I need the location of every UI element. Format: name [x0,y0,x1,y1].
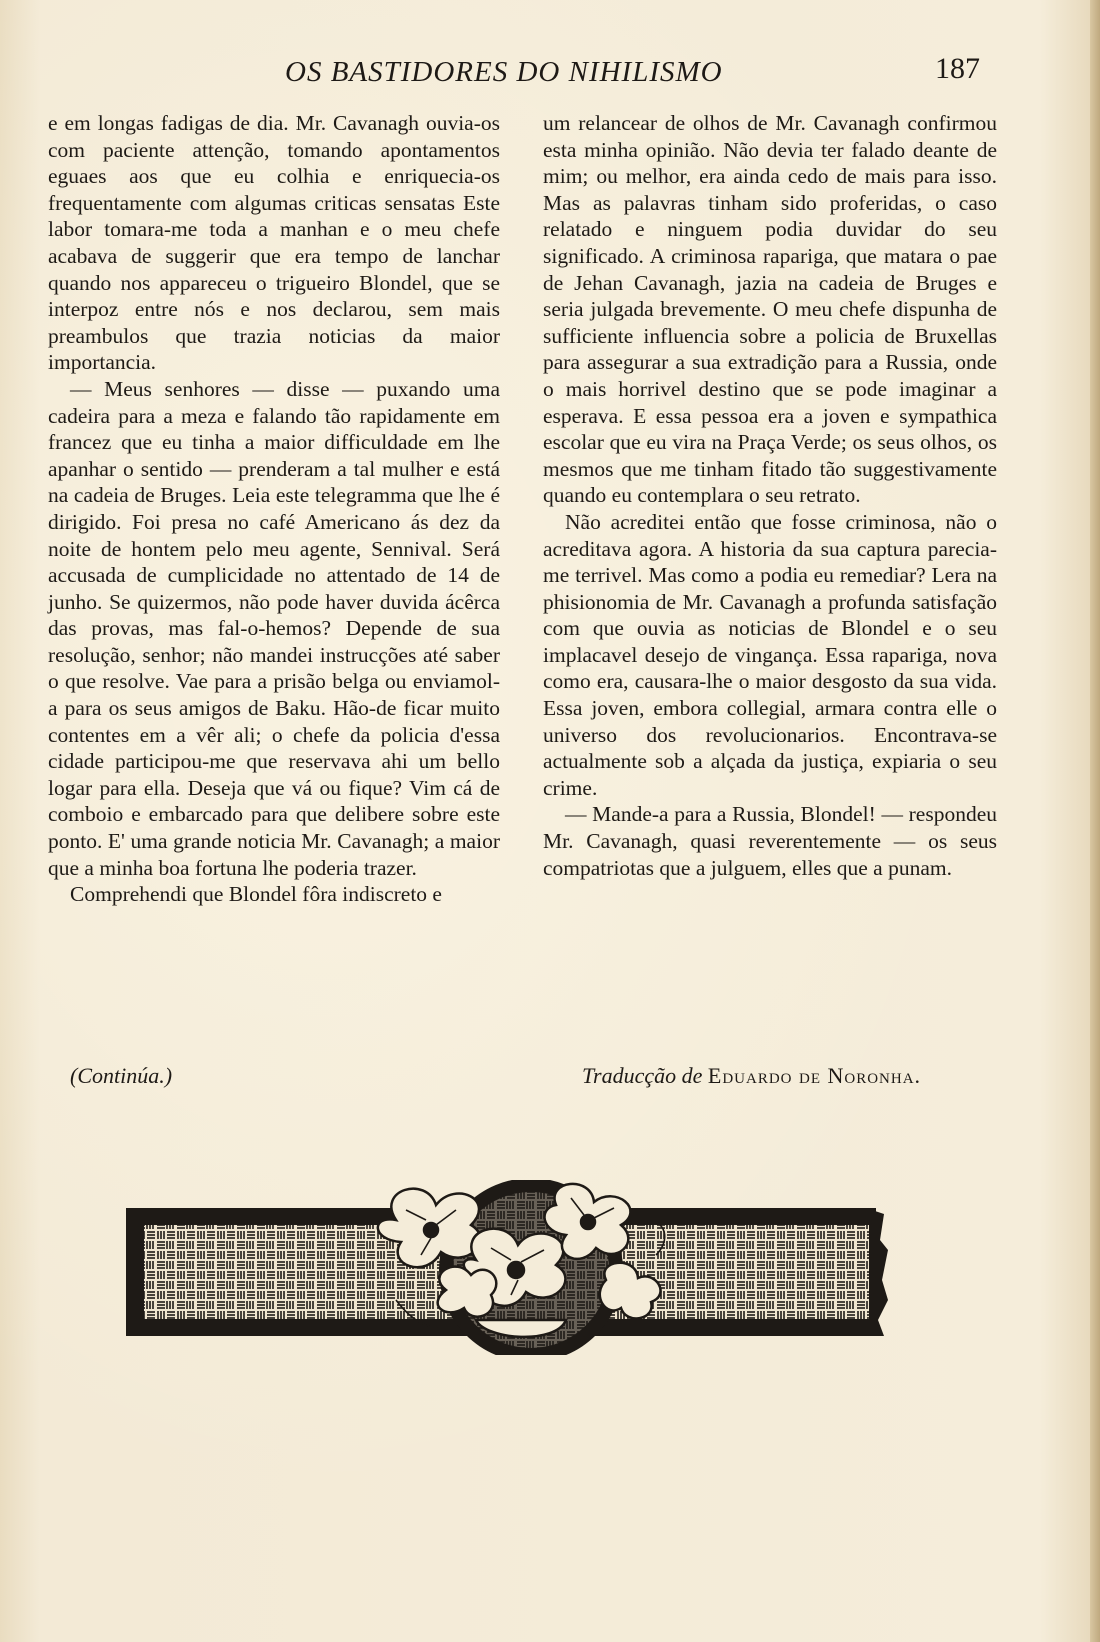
translation-credit [582,1063,921,1089]
running-head [0,52,1100,92]
left-paragraph-1: e em longas fadigas de dia. Mr. Cavanagh ouvia-os com paciente attenção, tomando apontamentos eguaes aos que eu colhia e enriquecia-os frequentamente com algumas criticas sensatas Este labor tomara-me toda a manhan e o meu chefe acabava de suggerir que era tempo de lanchar quando nos appareceu o trigueiro Blondel, que se interpoz entre nós e nos declarou, sem mais preambulos que trazia noticias da maior importancia. [48,111,500,375]
running-title: OS BASTIDORES DO NIHILISMO [285,56,723,88]
right-paragraph-1: um relancear de olhos de Mr. Cavanagh confirmou esta minha opinião. Não devia ter falado deante de mim; ou melhor, era ainda cedo de mais para isso. Mas as palavras tinham sido proferidas, o caso relatado e ninguem podia duvidar do seu significado. A criminosa rapariga, que matara o pae de Jehan Cavanagh, jazia na cadeia de Bruges e seria julgada brevemente. O meu chefe dispunha de sufficiente influencia sobre a policia de Bruxellas para assegurar a sua extradição para a Russia, onde o mais horrivel destino que se pode imaginar a esperava. E essa pessoa era a joven e sympathica escolar que eu vira na Praça Verde; os seus olhos, os mesmos que me tinham fitado tão suggestivamente quando eu contemplara o seu retrato. [543,111,997,508]
page-edge [1090,0,1100,1642]
left-paragraph-3: Comprehendi que Blondel fôra indiscreto e [70,882,442,907]
right-column [543,110,997,881]
right-paragraph-2: Não acreditei então que fosse criminosa, não o acreditava agora. A historia da sua captura parecia-me terrivel. Mas como a podia eu remediar? Lera na phisionomia de Mr. Cavanagh a profunda satisfação com que ouvia as noticias de Blondel e o seu implacavel desejo de vingança. Essa rapariga, nova como era, causara-lhe o maior desgosto da sua vida. Essa joven, embora collegial, armara contra elle o universo dos revolucionarios. Encontrava-se actualmente sob a alçada da justiça, expiaria o seu crime. [543,509,997,800]
page-number: 187 [935,52,980,85]
continued-note: (Continúa.) [70,1063,173,1088]
floral-basketweave-ornament-icon [126,1180,926,1355]
left-paragraph-2: — Meus senhores — disse — puxando uma cadeira para a meza e falando tão rapidamente em francez que eu tinha a maior difficuldade em lhe apanhar o sentido — prenderam a tal mulher e está na cadeia de Bruges. Leia este telegramma que lhe é dirigido. Foi presa no café Americano ás dez da noite de hontem pelo meu agente, Sennival. Será accusada de cumplicidade no attentado de 14 de junho. Se quizermos, não pode haver duvida ácêrca das provas, mas fal-o-hemos? Depende de sua resolução, senhor; não mandei instrucções até saber o que resolve. Vae para a prisão belga ou enviamol-a para os seus amigos de Baku. Hão-de ficar muito contentes em a vêr ali; o chefe da policia d'essa cidade participou-me que reservava ahi um bello logar para ella. Deseja que vá ou fique? Vim cá de comboio e embarcado para que delibere sobre este ponto. E' uma grande noticia Mr. Cavanagh; a maior que a minha boa fortuna lhe poderia trazer. [48,376,500,880]
left-column [48,110,500,908]
translator-name: Eduardo de Noronha. [707,1063,922,1088]
translation-prefix: Traducção de [582,1063,703,1088]
right-paragraph-3: — Mande-a para a Russia, Blondel! — respondeu Mr. Cavanagh, quasi reverentemente — os seus compatriotas que a julguem, elles que a punam. [543,802,997,880]
